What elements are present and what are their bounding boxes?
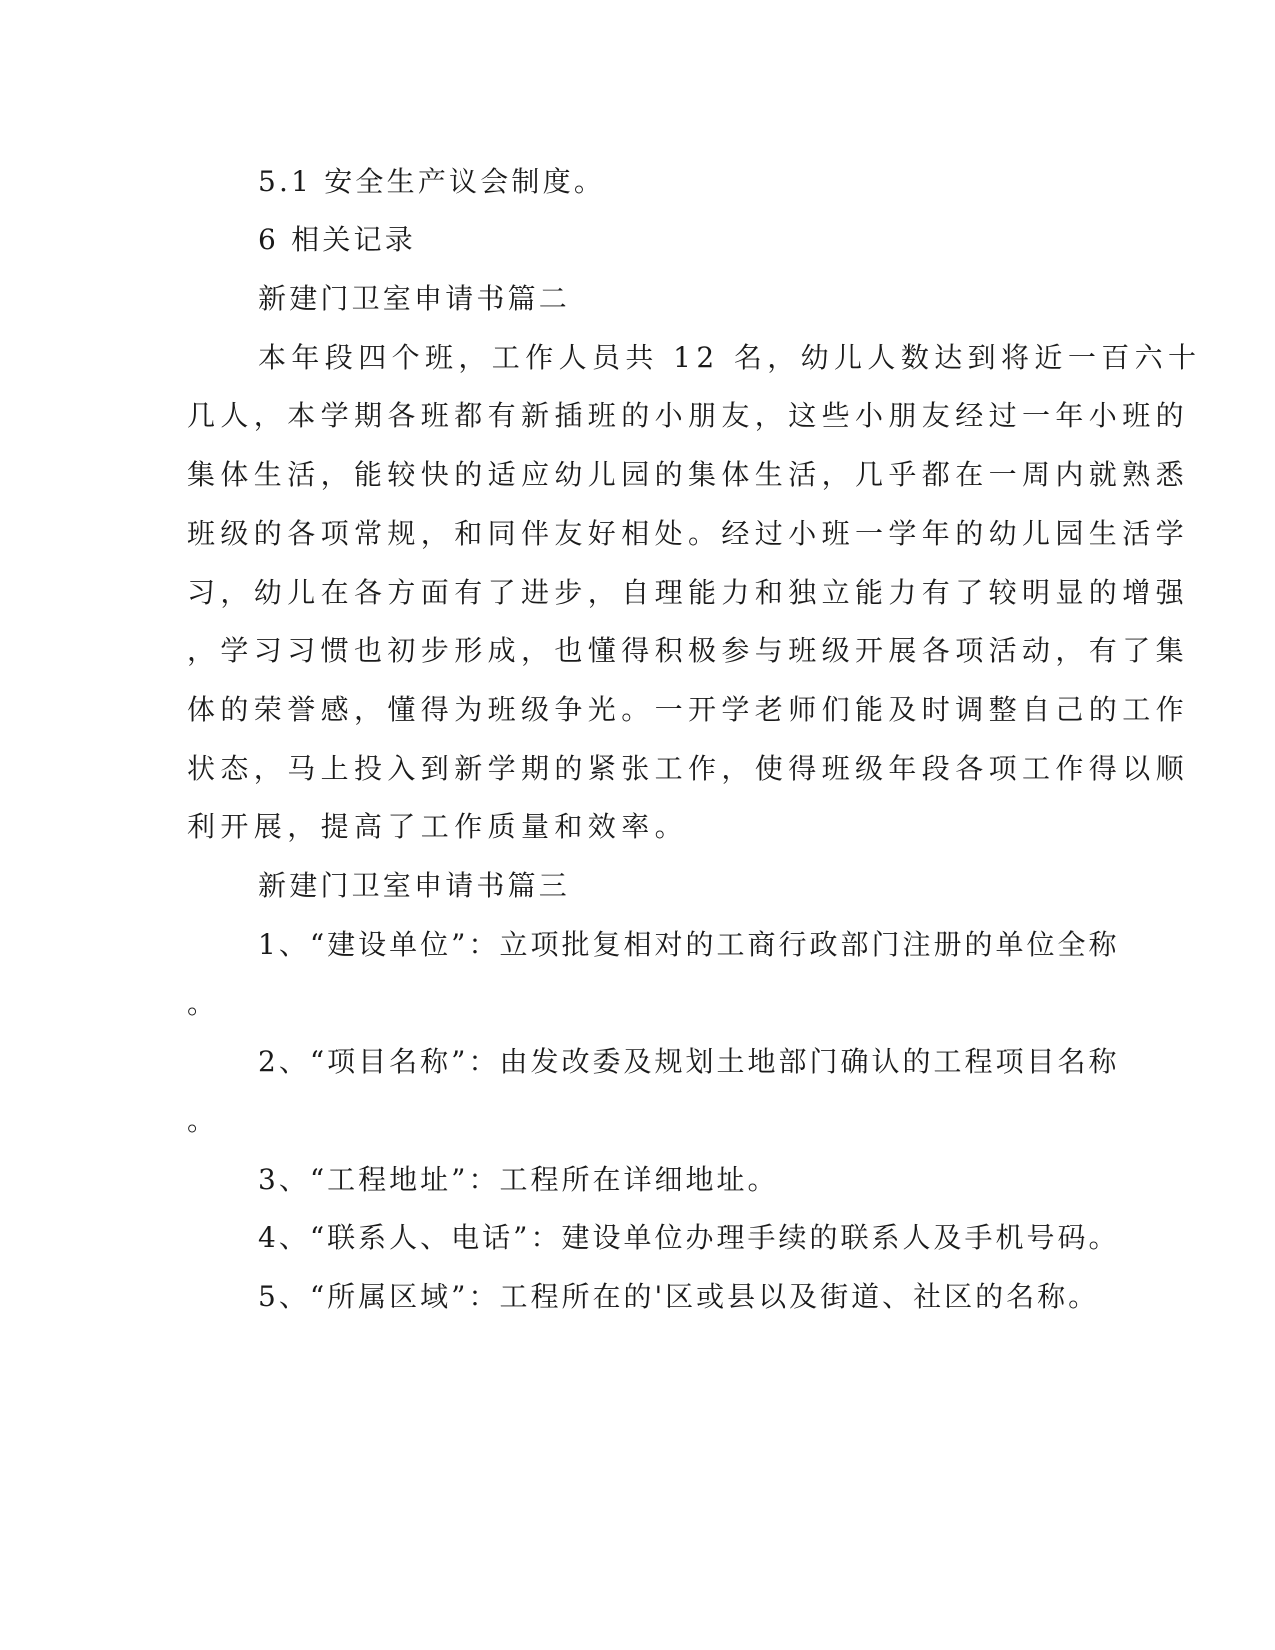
list-item: 5、“所属区域”：工程所在的'区或县以及街道、社区的名称。 [258,1280,1100,1313]
paragraph-line: 利开展，提高了工作质量和效率。 [187,810,689,843]
section-title: 新建门卫室申请书篇二 [258,282,571,315]
list-item: 3、“工程地址”：工程所在详细地址。 [258,1163,779,1196]
list-item: 1、“建设单位”：立项批复相对的工商行政部门注册的单位全称 [258,928,1120,961]
paragraph-line: 几人，本学期各班都有新插班的小朋友，这些小朋友经过一年小班的 [187,399,1190,432]
list-item: 4、“联系人、电话”：建设单位办理手续的联系人及手机号码。 [258,1221,1120,1254]
paragraph-line: 班级的各项常规，和同伴友好相处。经过小班一学年的幼儿园生活学 [187,517,1190,550]
paragraph-line: 集体生活，能较快的适应幼儿园的集体生活，几乎都在一周内就熟悉 [187,458,1190,491]
paragraph-line: 习，幼儿在各方面有了进步，自理能力和独立能力有了较明显的增强 [187,576,1190,609]
section-title: 新建门卫室申请书篇三 [258,869,571,902]
section-heading: 6 相关记录 [258,223,416,256]
paragraph-line: 体的荣誉感，懂得为班级争光。一开学老师们能及时调整自己的工作 [187,693,1190,726]
list-item-continuation: 。 [187,987,219,1020]
list-item-continuation: 。 [187,1104,219,1137]
paragraph-line: 本年段四个班，工作人员共 12 名，幼儿人数达到将近一百六十 [258,341,1202,374]
paragraph-line: 状态，马上投入到新学期的紧张工作，使得班级年段各项工作得以顺 [187,752,1190,785]
list-item: 2、“项目名称”：由发改委及规划土地部门确认的工程项目名称 [258,1045,1120,1078]
list-item: 5.1 安全生产议会制度。 [258,165,606,198]
paragraph-line: ，学习习惯也初步形成，也懂得积极参与班级开展各项活动，有了集 [187,634,1190,667]
